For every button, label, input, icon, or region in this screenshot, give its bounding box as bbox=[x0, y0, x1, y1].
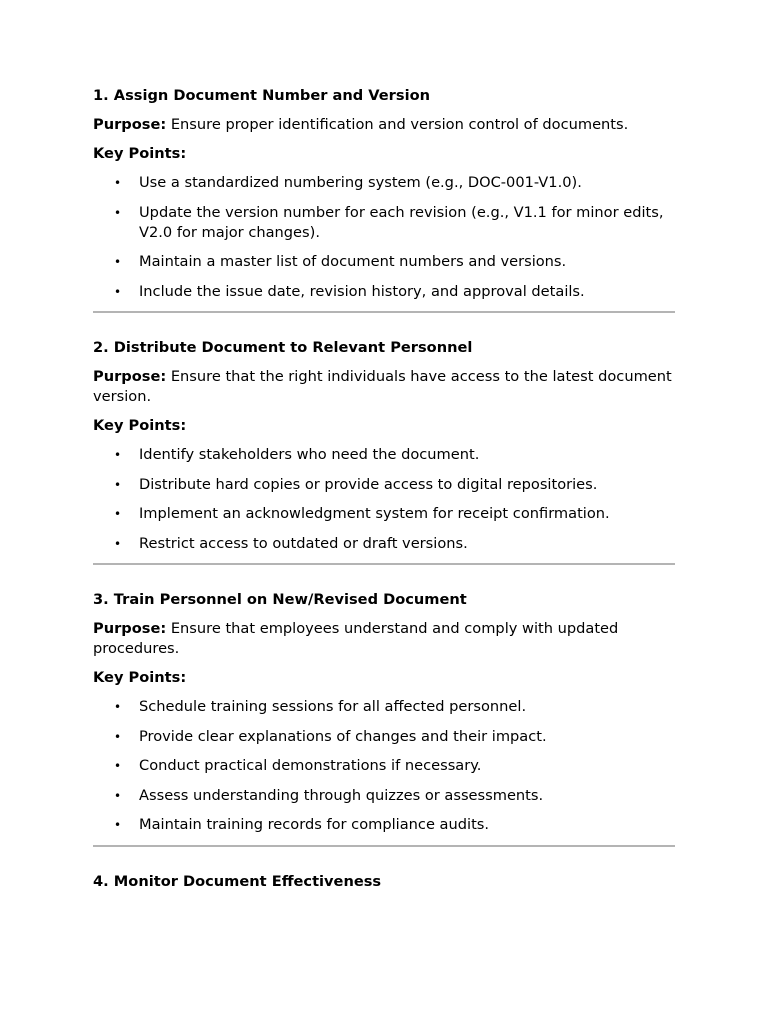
document-section bbox=[93, 86, 675, 302]
bullet-icon: • bbox=[114, 536, 122, 551]
key-points-label: Key Points: bbox=[93, 417, 187, 434]
list-item bbox=[93, 534, 675, 554]
document-section bbox=[93, 590, 675, 835]
document-section bbox=[93, 338, 675, 554]
list-item-text: Restrict access to outdated or draft versions. bbox=[139, 534, 468, 552]
bullet-icon: • bbox=[114, 700, 122, 714]
section-title: 4. Monitor Document Effectiveness bbox=[93, 872, 382, 890]
list-item-text: Implement an acknowledgment system for receipt confirmation. bbox=[139, 505, 610, 522]
list-item-text: Maintain a master list of document numbers and versions. bbox=[139, 253, 567, 270]
purpose-label: Purpose: bbox=[93, 368, 167, 385]
purpose-text: Ensure that the right individuals have access to the latest document version. bbox=[93, 368, 672, 405]
list-item-text: Distribute hard copies or provide access to digital repositories. bbox=[139, 475, 598, 493]
list-item bbox=[93, 697, 675, 717]
bullet-icon: • bbox=[114, 448, 122, 462]
document-section bbox=[93, 872, 675, 892]
section-title: 2. Distribute Document to Relevant Personnel bbox=[93, 339, 473, 356]
bullet-icon: • bbox=[114, 759, 122, 773]
list-item-text: Include the issue date, revision history, and approval details. bbox=[139, 282, 585, 300]
list-item bbox=[93, 282, 675, 302]
purpose-paragraph bbox=[93, 367, 675, 407]
section-title: 3. Train Personnel on New/Revised Document bbox=[93, 591, 467, 608]
list-item-text: Use a standardized numbering system (e.g., DOC-001-V1.0). bbox=[139, 174, 582, 191]
list-item bbox=[93, 815, 675, 835]
bullet-icon: • bbox=[114, 176, 122, 190]
section-divider bbox=[93, 845, 675, 847]
purpose-label: Purpose: bbox=[93, 116, 167, 133]
bullet-icon: • bbox=[114, 255, 122, 269]
purpose-text: Ensure that employees understand and comply with updated procedures. bbox=[93, 620, 619, 657]
bullet-icon: • bbox=[114, 788, 122, 803]
list-item-text: Provide clear explanations of changes and their impact. bbox=[139, 727, 547, 745]
purpose-label: Purpose: bbox=[93, 620, 167, 637]
list-item bbox=[93, 445, 675, 465]
purpose-paragraph bbox=[93, 115, 675, 135]
key-points-list bbox=[93, 697, 675, 835]
bullet-icon: • bbox=[114, 818, 122, 832]
purpose-paragraph bbox=[93, 619, 675, 659]
list-item-text: Schedule training sessions for all affected personnel. bbox=[139, 698, 527, 715]
list-item bbox=[93, 173, 675, 193]
list-item-text: Maintain training records for compliance audits. bbox=[139, 816, 490, 833]
list-item bbox=[93, 203, 675, 243]
list-item bbox=[93, 504, 675, 524]
key-points-label: Key Points: bbox=[93, 669, 187, 686]
bullet-icon: • bbox=[114, 507, 122, 521]
purpose-text: Ensure proper identification and version control of documents. bbox=[170, 116, 629, 133]
section-divider bbox=[93, 311, 675, 313]
list-item bbox=[93, 475, 675, 495]
key-points-list bbox=[93, 445, 675, 554]
bullet-icon: • bbox=[114, 205, 122, 220]
section-divider bbox=[93, 563, 675, 565]
list-item bbox=[93, 756, 675, 776]
list-item bbox=[93, 252, 675, 272]
key-points-list bbox=[93, 173, 675, 302]
list-item-text: Conduct practical demonstrations if necessary. bbox=[139, 757, 482, 774]
section-title: 1. Assign Document Number and Version bbox=[93, 87, 430, 104]
list-item bbox=[93, 727, 675, 747]
list-item-text: Assess understanding through quizzes or assessments. bbox=[139, 786, 544, 804]
document-body bbox=[93, 86, 675, 901]
list-item-text: Identify stakeholders who need the document. bbox=[139, 446, 480, 463]
bullet-icon: • bbox=[114, 284, 122, 299]
list-item bbox=[93, 786, 675, 806]
bullet-icon: • bbox=[114, 477, 122, 492]
bullet-icon: • bbox=[114, 729, 122, 744]
key-points-label: Key Points: bbox=[93, 145, 187, 162]
list-item-text: Update the version number for each revision (e.g., V1.1 for minor edits, V2.0 for major changes). bbox=[139, 203, 664, 241]
